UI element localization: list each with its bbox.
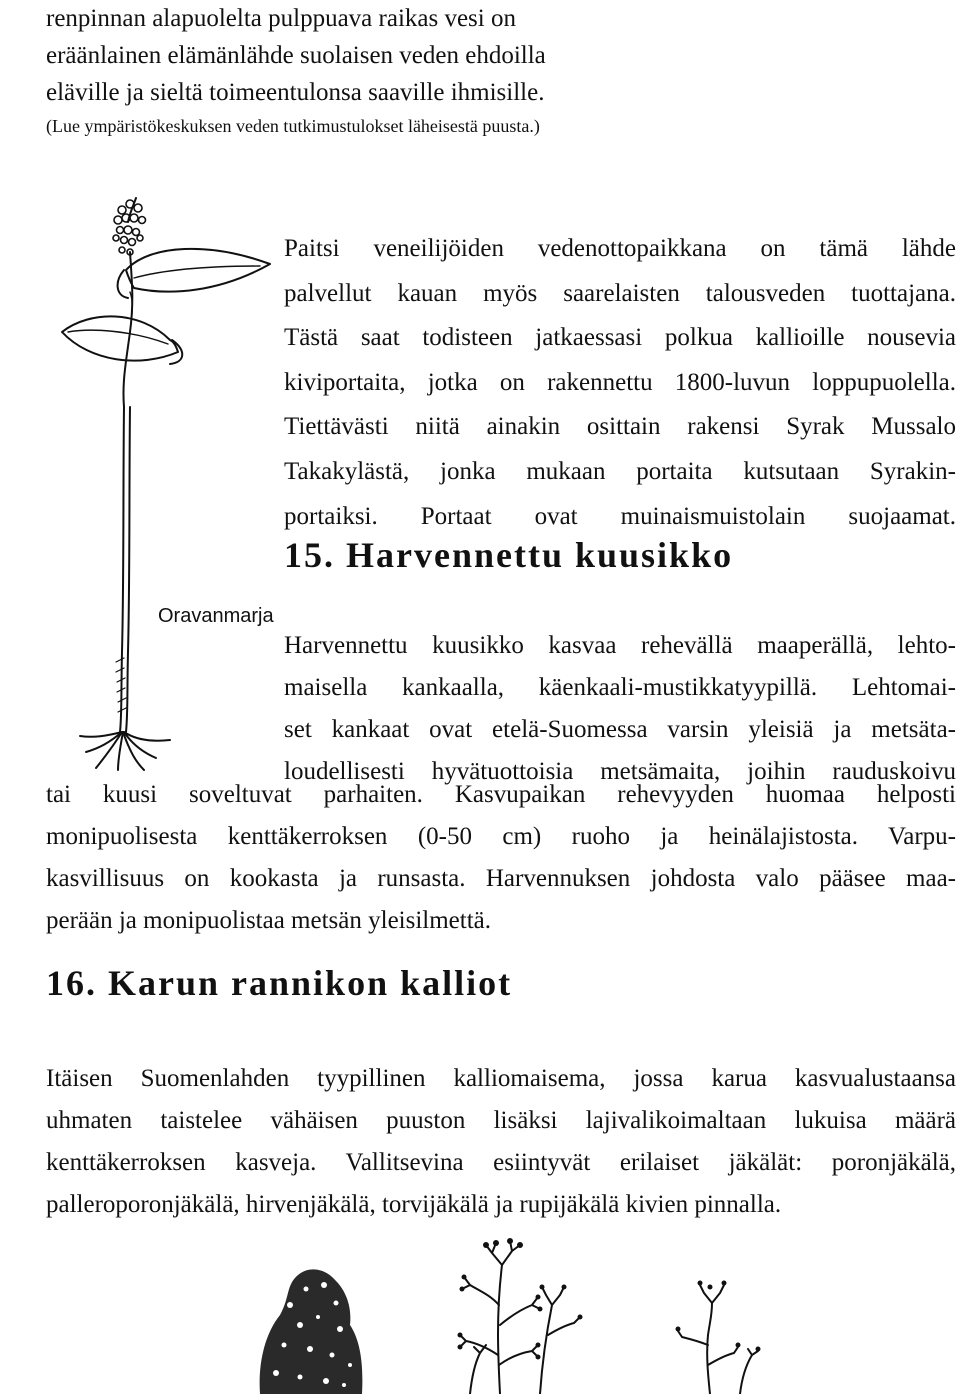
intro-line: renpinnan alapuolelta pulppuava raikas vesi on	[46, 5, 516, 32]
intro-line: eläville ja sieltä toimeentulonsa saaville ihmisille.	[46, 79, 545, 106]
section-16-heading: 16. Karun rannikon kalliot	[46, 963, 513, 1003]
section-15-heading: 15. Harvennettu kuusikko	[284, 535, 734, 575]
figure-caption: Oravanmarja	[158, 605, 274, 627]
paragraph-line: tai kuusi soveltuvat parhaiten. Kasvupaikan rehevyyden huomaa helposti	[46, 781, 956, 808]
paragraph-line: portaiksi. Portaat ovat muinaismuistolain suojaamat.	[284, 502, 956, 530]
paragraph-line: kiviportaita, jotka on rakennettu 1800-luvun loppupuolella.	[284, 368, 956, 396]
paragraph-line: monipuolisesta kenttäkerroksen (0-50 cm) ruoho ja heinälajistosta. Varpu-	[46, 823, 956, 850]
paragraph-line: loudellisesti hyvätuottoisia metsämaita, joihin rauduskoivu	[284, 758, 956, 785]
section-15-paragraph-indented	[284, 625, 956, 793]
paragraph-spring	[284, 227, 956, 539]
intro-line: eräänlainen elämänlähde suolaisen veden ehdoilla	[46, 42, 546, 69]
lichen-illustration-icon	[240, 1225, 800, 1394]
paragraph-line: kasvillisuus on kookasta ja runsasta. Harvennuksen johdosta valo pääsee maa-	[46, 865, 956, 892]
paragraph-line: Tiettävästi niitä ainakin osittain rakensi Syrak Mussalo	[284, 413, 956, 441]
paragraph-line: set kankaat ovat etelä-Suomessa varsin yleisiä ja metsäta-	[284, 716, 956, 743]
plant-illustration-icon	[60, 192, 300, 772]
paragraph-line: Itäisen Suomenlahden tyypillinen kalliomaisema, jossa karua kasvualustaansa	[46, 1065, 956, 1092]
paragraph-line: Paitsi veneilijöiden vedenottopaikkana on tämä lähde	[284, 235, 956, 262]
paragraph-line: uhmaten taistelee vähäisen puuston lisäksi lajivalikoimaltaan lukuisa määrä	[46, 1107, 956, 1134]
paragraph-line: palvellut kauan myös saarelaisten talousveden tuottajana.	[284, 279, 956, 307]
section-15-paragraph-full	[46, 774, 956, 942]
paragraph-line: maisella kankaalla, käenkaali-mustikkatyypillä. Lehtomai-	[284, 674, 956, 701]
paragraph-line: Tästä saat todisteen jatkaessasi polkua kallioille nousevia	[284, 324, 956, 352]
paragraph-line: kenttäkerroksen kasveja. Vallitsevina esiintyvät erilaiset jäkälät: poronjäkälä,	[46, 1149, 956, 1176]
paragraph-line: perään ja monipuolistaa metsän yleisilmettä.	[46, 907, 492, 934]
section-16-paragraph	[46, 1058, 956, 1226]
paragraph-line: Harvennettu kuusikko kasvaa rehevällä maaperällä, lehto-	[284, 632, 956, 659]
intro-text	[46, 0, 926, 141]
paragraph-line: Takakylästä, jonka mukaan portaita kutsutaan Syrakin-	[284, 457, 956, 485]
paragraph-line: palleroporonjäkälä, hirvenjäkälä, torvijäkälä ja rupijäkälä kivien pinnalla.	[46, 1191, 782, 1218]
intro-note: (Lue ympäristökeskuksen veden tutkimustulokset läheisestä puusta.)	[46, 116, 540, 136]
